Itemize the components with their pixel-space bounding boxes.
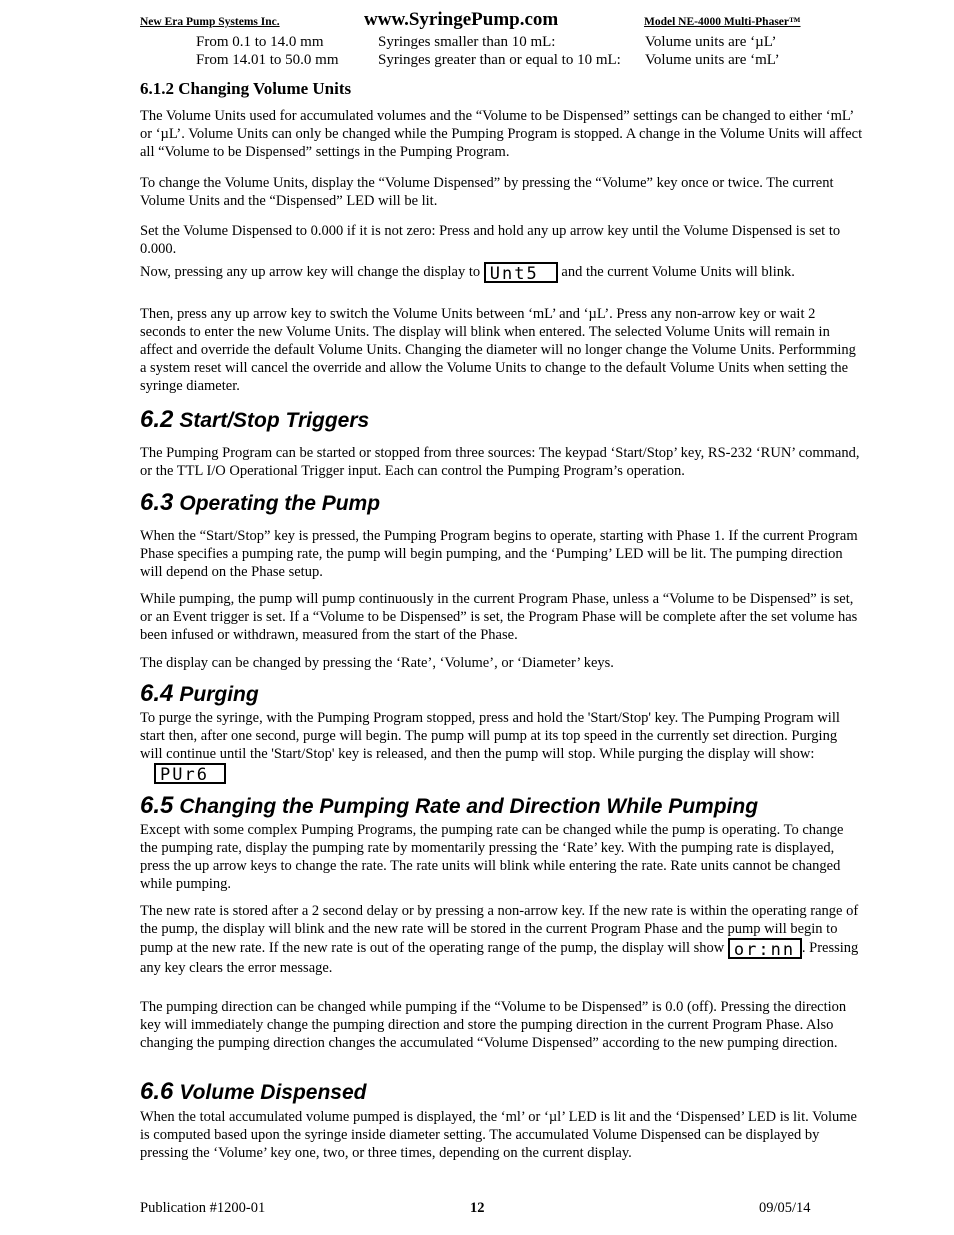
section-number: 6.4 [140, 680, 174, 707]
section-title: Operating the Pump [179, 492, 381, 515]
paragraph-text: . Pressing any key clears the error message. [140, 939, 859, 976]
paragraph: While pumping, the pump will pump continuously in the current Program Phase, unless a “Volume to be Dispensed” is set, or an Event trigger is set. If a “Volume to be Dispensed” is set, the Program Phase will be complete after the set volume has been infused or withdrawn, measured from the start of the Phase. [140, 591, 858, 643]
section-heading-6-6 [140, 1078, 366, 1106]
section-number: 6.3 [140, 489, 174, 516]
paragraph: When the total accumulated volume pumped is displayed, the ‘ml’ or ‘µl’ LED is lit and the ‘Dispensed’ LED is lit. Volume is computed based upon the syringe inside diameter setting. The accumulated Volume Dispensed can be displayed by pressing the ‘Volume’ key one, two, or three times, depending on the current display. [140, 1109, 857, 1161]
section-number: 6.5 [140, 792, 174, 819]
section-title: Purging [179, 683, 259, 706]
company-name: New Era Pump Systems Inc. [140, 16, 280, 28]
paragraph: Then, press any up arrow key to switch the Volume Units between ‘mL’ and ‘µL’. Press any non-arrow key or wait 2 seconds to enter the new Volume Units. The display will blink when entered. The selected Volume Units will remain in affect and override the default Volume Units. Changing the diameter will no longer change the Volume Units. Performming a system reset will cancel the override and allow the Volume Units to change to the default Volume Units when setting the syringe diameter. [140, 306, 856, 394]
paragraph: To change the Volume Units, display the “Volume Dispensed” by pressing the “Volume” key once or twice. The current Volume Units and the “Dispensed” LED will be lit. [140, 175, 834, 209]
diameter-range: From 0.1 to 14.0 mm [196, 34, 324, 50]
paragraph: Except with some complex Pumping Programs, the pumping rate can be changed while the pump is operating. To change the pumping rate, display the pumping rate by momentarily pressing the ‘Rate’ key. With the pumping rate is displayed, press the up arrow keys to change the rate. The rate units will blink while entering the rate. Rate units cannot be changed while pumping. [140, 822, 844, 892]
paragraph-text: To purge the syringe, with the Pumping Program stopped, press and hold the 'Start/Stop' key. The Pumping Program will start then, after one second, purge will begin. The pump will pump at its top speed in the currently set direction. Purging will continue until the 'Start/Stop' key is released, and then the pump will stop. While purging the display will show: [140, 710, 840, 762]
diameter-range: From 14.01 to 50.0 mm [196, 52, 339, 68]
paragraph-text: and the current Volume Units will blink. [561, 263, 795, 280]
section-number: 6.6 [140, 1078, 174, 1105]
lcd-display-purge: PUr6 [154, 763, 226, 784]
paragraph [140, 262, 864, 283]
section-title: Start/Stop Triggers [179, 409, 370, 432]
paragraph: The Volume Units used for accumulated volumes and the “Volume to be Dispensed” settings can be changed to either ‘mL’ or ‘µL’. Volume Units can only be changed while the Pumping Program is stopped. A change in the Volume Units will affect all “Volume to be Dispensed” settings in the Pumping Program. [140, 108, 863, 160]
model-name: Model NE-4000 Multi-Phaser™ [644, 16, 801, 28]
section-title: Changing the Pumping Rate and Direction While Pumping [179, 795, 759, 818]
section-title: Volume Dispensed [179, 1081, 367, 1104]
subsection-title-6-1-2: 6.1.2 Changing Volume Units [140, 79, 352, 98]
paragraph: The pumping direction can be changed while pumping if the “Volume to be Dispensed” is 0.0 (off). Pressing the direction key will immediately change the pumping direction and store the pumping direction in the current Program Phase. Also changing the pumping direction changes the accumulated “Volume Dispensed” according to the new pumping direction. [140, 999, 847, 1051]
page-number: 12 [470, 1200, 485, 1216]
publication-date: 09/05/14 [759, 1200, 811, 1216]
paragraph: When the “Start/Stop” key is pressed, the Pumping Program begins to operate, starting with Phase 1. If the current Program Phase specifies a pumping rate, the pump will begin pumping, and the ‘Pumping’ LED will be lit. The pumping direction will depend on the Phase setup. [140, 528, 858, 580]
paragraph [140, 709, 840, 784]
paragraph-text: Now, pressing any up arrow key will change the display to [140, 263, 481, 280]
paragraph-text: The new rate is stored after a 2 second delay or by pressing a non-arrow key. If the new rate is within the operating range of the pump, the display will blink and the new rate will be stored in the current Program Phase and the pump will begin to pump at the new rate. If the new rate is out of the operating range of the pump, the display will show [140, 903, 859, 956]
syringe-size: Syringes greater than or equal to 10 mL: [378, 52, 621, 68]
paragraph: Set the Volume Dispensed to 0.000 if it is not zero: Press and hold any up arrow key until the Volume Dispensed is set to 0.000. [140, 223, 841, 257]
section-number: 6.2 [140, 406, 174, 433]
paragraph: The Pumping Program can be started or stopped from three sources: The keypad ‘Start/Stop’ key, RS-232 ‘RUN’ command, or the TTL I/O Operational Trigger input. Each can control the Pumping Program’s operation. [140, 445, 860, 479]
volume-units: Volume units are ‘µL’ [645, 34, 777, 50]
section-heading-6-3 [140, 489, 380, 517]
website-title: www.SyringePump.com [364, 9, 559, 30]
volume-units: Volume units are ‘mL’ [645, 52, 780, 68]
paragraph: The display can be changed by pressing the ‘Rate’, ‘Volume’, or ‘Diameter’ keys. [140, 655, 614, 671]
lcd-display-units: Unt5 [484, 262, 558, 283]
section-heading-6-5 [140, 792, 758, 820]
syringe-size: Syringes smaller than 10 mL: [378, 34, 556, 50]
section-heading-6-2 [140, 406, 369, 434]
publication-number: Publication #1200-01 [140, 1200, 266, 1216]
page-header [140, 9, 814, 33]
section-heading-6-4 [140, 680, 259, 708]
lcd-display-error: or:nn [728, 938, 802, 959]
paragraph [140, 902, 864, 977]
